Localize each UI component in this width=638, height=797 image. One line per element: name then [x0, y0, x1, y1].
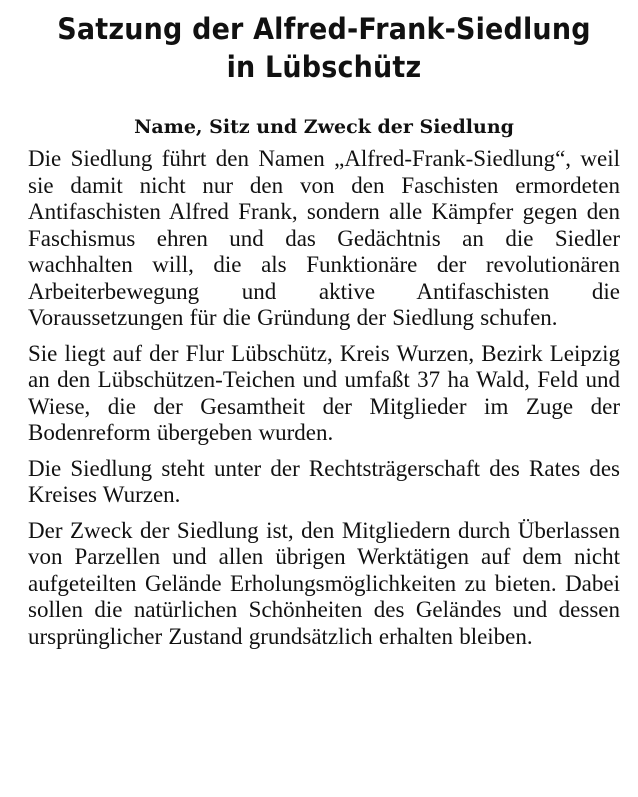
- document-title: [49, 10, 600, 86]
- paragraph-name: Die Siedlung führt den Namen „Alfred-Frank-Siedlung“, weil sie damit nicht nur den von den Faschisten ermordeten Antifaschisten Alfred Frank, sondern alle Kämpfer gegen den Faschismus ehren und das Gedächtnis an die Siedler wachhalten will, die als Funktionäre der revolutionären Arbeiterbewegung und aktive Antifaschisten die Voraussetzungen für die Gründung der Siedlung schufen.: [28, 146, 620, 330]
- title-line-1: Satzung der Alfred-Frank-Siedlung: [57, 12, 591, 46]
- section-heading: Name, Sitz und Zweck der Siedlung: [134, 116, 514, 138]
- paragraph-legal: Die Siedlung steht unter der Rechtsträgerschaft des Rates des Kreises Wurzen.: [28, 455, 620, 507]
- title-line-2: in Lübschütz: [226, 50, 422, 84]
- paragraph-purpose: Der Zweck der Siedlung ist, den Mitgliedern durch Überlassen von Parzellen und allen übrigen Werktätigen auf dem nicht aufgeteilten Gelände Erholungsmöglichkeiten zu bieten. Dabei sollen die natürlichen Schönheiten des Geländes und dessen ursprünglicher Zustand grundsätzlich erhalten bleiben.: [28, 517, 620, 649]
- paragraph-location: Sie liegt auf der Flur Lübschütz, Kreis Wurzen, Bezirk Leipzig an den Lübschützen-Teichen und umfaßt 37 ha Wald, Feld und Wiese, die der Gesamtheit der Mitglieder im Zuge der Bodenreform übergeben wurden.: [28, 340, 620, 445]
